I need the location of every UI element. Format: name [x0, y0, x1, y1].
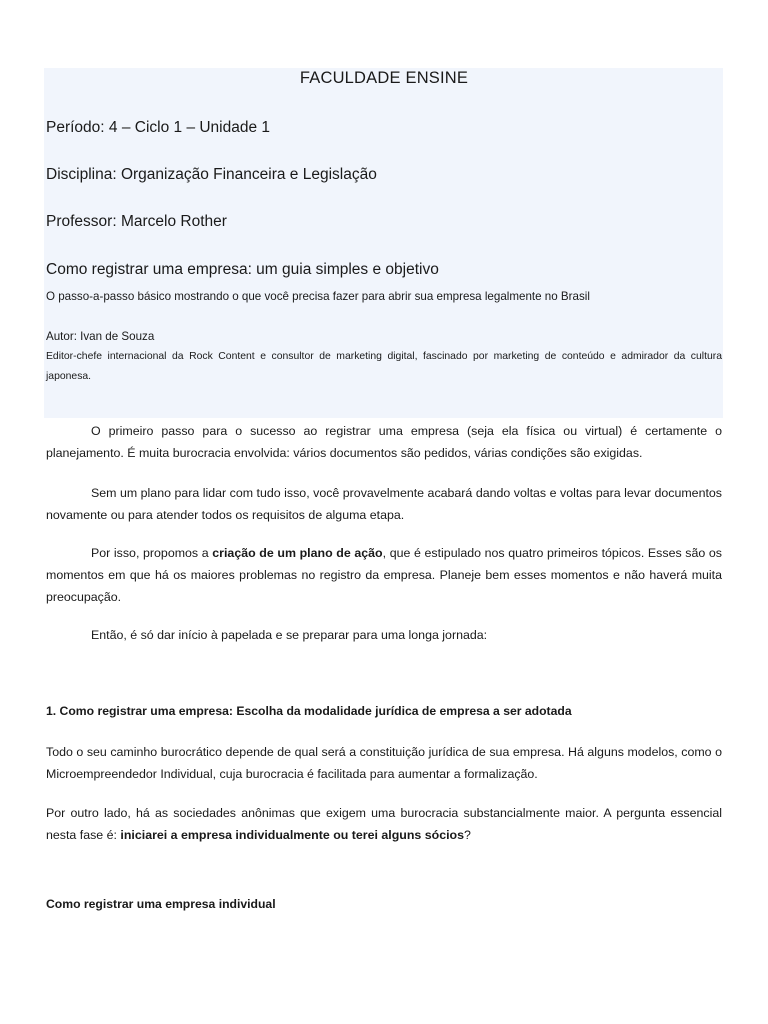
period-line: Período: 4 – Ciclo 1 – Unidade 1: [46, 119, 271, 136]
paragraph-3-text-a: Por isso, propomos a: [91, 546, 213, 560]
institution-title: FACULDADE ENSINE: [299, 69, 469, 87]
discipline-line: Disciplina: Organização Financeira e Legislação: [46, 166, 377, 183]
paragraph-6-text-a: Por outro lado, há as sociedades anônimas que exigem uma burocracia substancialmente maior. A pergunta essencial nesta fase é:: [46, 806, 722, 842]
author-bio: Editor-chefe internacional da Rock Content e consultor de marketing digital, fascinado por marketing de conteúdo e admirador da cultura japonesa.: [46, 351, 722, 382]
paragraph-1: [46, 420, 722, 464]
paragraph-4-text: Então, é só dar início à papelada e se preparar para uma longa jornada:: [91, 628, 488, 642]
action-plan-highlight: criação de um plano de ação: [212, 546, 383, 560]
professor-line: Professor: Marcelo Rother: [46, 213, 227, 230]
article-subtitle: O passo-a-passo básico mostrando o que você precisa fazer para abrir sua empresa legalmente no Brasil: [46, 290, 590, 303]
paragraph-3: [46, 542, 722, 608]
article-title: Como registrar uma empresa: um guia simples e objetivo: [46, 261, 439, 278]
paragraph-1-text: O primeiro passo para o sucesso ao registrar uma empresa (seja ela física ou virtual) é certamente o planejamento. É muita burocracia envolvida: vários documentos são pedidos, várias condições são exigidas.: [46, 424, 722, 460]
paragraph-5: [46, 741, 722, 785]
section-1-heading: 1. Como registrar uma empresa: Escolha da modalidade jurídica de empresa a ser adotada: [46, 704, 572, 718]
question-highlight: iniciarei a empresa individualmente ou terei alguns sócios: [120, 828, 465, 842]
paragraph-2: [46, 482, 722, 526]
paragraph-2-text: Sem um plano para lidar com tudo isso, você provavelmente acabará dando voltas e voltas para levar documentos novamente ou para atender todos os requisitos de alguma etapa.: [46, 486, 722, 522]
paragraph-6-text-b: ?: [464, 828, 471, 842]
paragraph-3-text-b: , que é estipulado nos quatro primeiros tópicos. Esses são os momentos em que há os maiores problemas no registro da empresa. Planeje bem esses momentos e não haverá muita preocupação.: [46, 546, 722, 604]
paragraph-5-text: Todo o seu caminho burocrático depende de qual será a constituição jurídica de sua empresa. Há alguns modelos, como o Microempreendedor Individual, cuja burocracia é facilitada para aumentar a formalização.: [46, 745, 722, 781]
author-line: Autor: Ivan de Souza: [46, 330, 155, 343]
section-2-heading: Como registrar uma empresa individual: [46, 897, 276, 911]
paragraph-6: [46, 802, 722, 846]
paragraph-4: [46, 624, 722, 646]
